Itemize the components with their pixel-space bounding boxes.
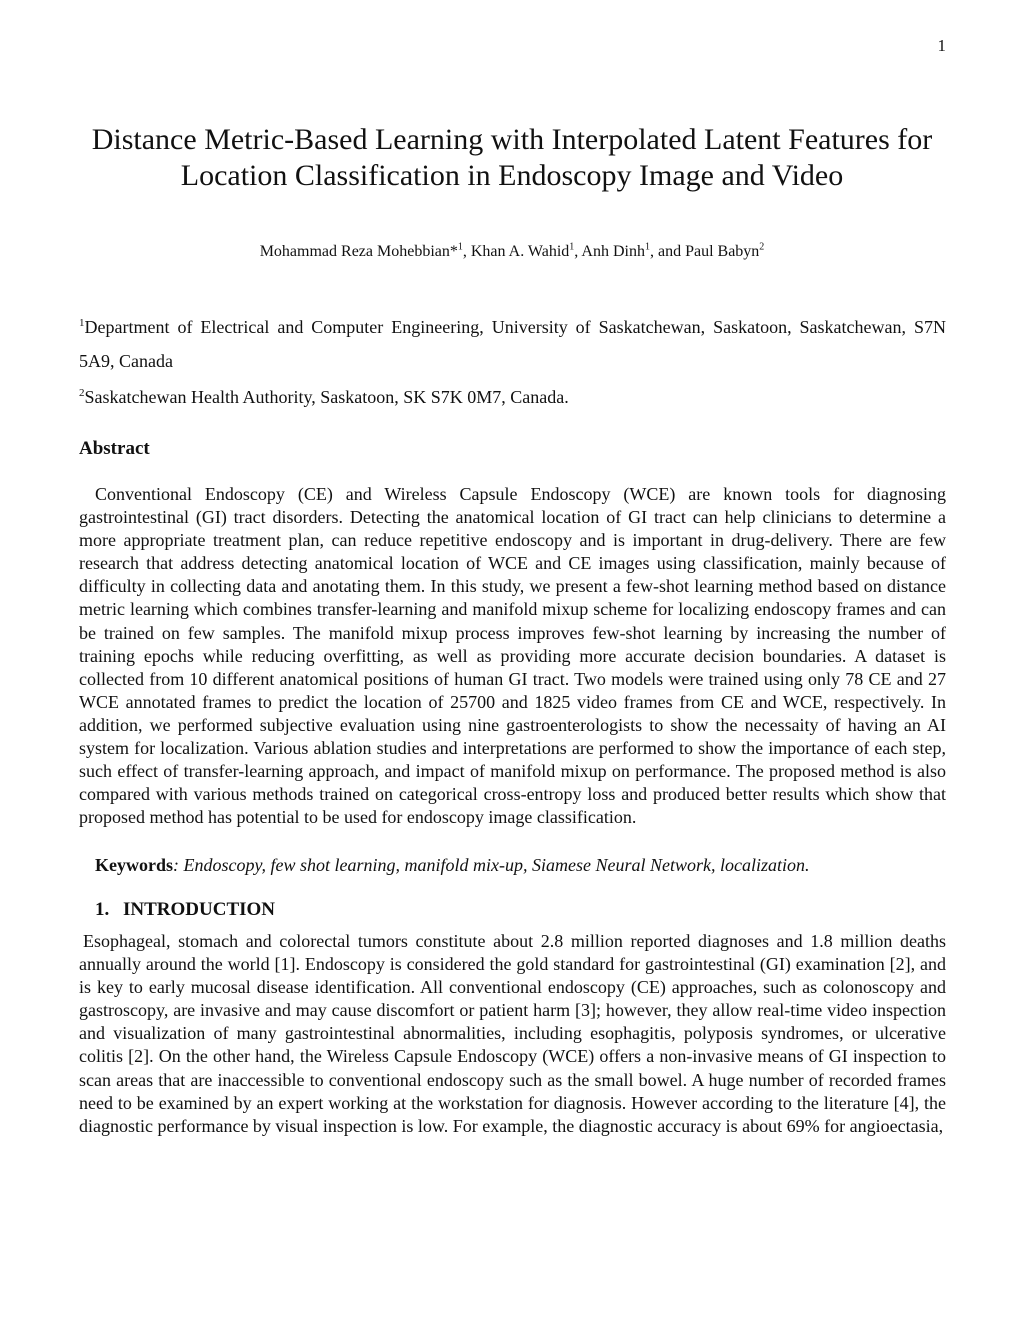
affiliation-mark: 1 (79, 317, 85, 329)
keywords-text: Endoscopy, few shot learning, manifold mix-up, Siamese Neural Network, localization. (179, 855, 810, 875)
author-name: Mohammad Reza Mohebbian* (259, 243, 458, 260)
affiliation-2 (79, 380, 946, 414)
keywords-line (95, 855, 809, 876)
affiliation-text: Department of Electrical and Computer Engineering, University of Saskatchewan, Saskatoon, Saskatchewan, S7N 5A9, Canada (79, 317, 946, 371)
affiliation-text: Saskatchewan Health Authority, Saskatoon, SK S7K 0M7, Canada. (84, 387, 569, 407)
author-affiliation-mark: 2 (759, 241, 765, 253)
author-separator: , (462, 243, 471, 260)
page-number: 1 (937, 36, 946, 55)
author-affiliation-mark: 1 (457, 241, 463, 253)
author-separator: , (574, 243, 582, 260)
author-name: Khan A. Wahid (470, 243, 570, 260)
introduction-body: Esophageal, stomach and colorectal tumors constitute about 2.8 million reported diagnoses and 1.8 million deaths annually around the world [1]. Endoscopy is considered the gold standard for gastrointestinal (GI) examination [2], and is key to early mucosal disease identification. All conventional endoscopy (CE) approaches, such as colonoscopy and gastroscopy, are invasive and may cause discomfort or patient harm [3]; however, they allow real-time video inspection and visualization of many gastrointestinal abnormalities, including esophagitis, polyposis syndromes, or ulcerative colitis [2]. On the other hand, the Wireless Capsule Endoscopy (WCE) offers a non-invasive means of GI inspection to scan areas that are inaccessible to conventional endoscopy such as the small bowel. A huge number of recorded frames need to be examined by an expert working at the workstation for diagnosis. However according to the literature [4], the diagnostic performance by visual inspection is low. For example, the diagnostic accuracy is about 69% for angioectasia, (79, 931, 946, 1136)
author-name: Paul Babyn (685, 243, 760, 260)
author-affiliation-mark: 1 (644, 241, 650, 253)
affiliation-1 (79, 310, 946, 378)
author-affiliation-mark: 1 (569, 241, 575, 253)
keywords-label: Keywords (95, 855, 173, 875)
section-number: 1. (95, 899, 110, 920)
affiliation-mark: 2 (79, 387, 85, 399)
section-title: INTRODUCTION (123, 899, 276, 920)
author-separator: , and (649, 243, 686, 260)
abstract-heading: Abstract (79, 438, 150, 459)
introduction-heading (79, 899, 275, 921)
paper-title: Distance Metric-Based Learning with Interpolated Latent Features for Location Classification in Endoscopy Image and Video (91, 123, 933, 192)
author-name: Anh Dinh (581, 243, 645, 260)
keywords-colon: : (173, 855, 179, 875)
abstract-body: Conventional Endoscopy (CE) and Wireless Capsule Endoscopy (WCE) are known tools for diagnosing gastrointestinal (GI) tract disorders. Detecting the anatomical location of GI tract can help clinicians to determine a more appropriate treatment plan, can reduce repetitive endoscopy and is important in drug-delivery. There are few research that address detecting anatomical location of WCE and CE images using classification, mainly because of difficulty in collecting data and anotating them. In this study, we present a few-shot learning method based on distance metric learning which combines transfer-learning and manifold mixup scheme for localizing endoscopy frames and can be trained on few samples. The manifold mixup process improves few-shot learning by increasing the number of training epochs while reducing overfitting, as well as providing more accurate decision boundaries. A dataset is collected from 10 different anatomical positions of human GI tract. Two models were trained using only 78 CE and 27 WCE annotated frames to predict the location of 25700 and 1825 video frames from CE and WCE, respectively. In addition, we performed subjective evaluation using nine gastroenterologists to show the necessaity of having an AI system for localization. Various ablation studies and interpretations are performed to show the importance of each step, such effect of transfer-learning approach, and impact of manifold mixup on performance. The proposed method is also compared with various methods trained on categorical cross-entropy loss and produced better results which show that proposed method has potential to be used for endoscopy image classification. (79, 484, 946, 828)
author-list (0, 243, 1024, 261)
